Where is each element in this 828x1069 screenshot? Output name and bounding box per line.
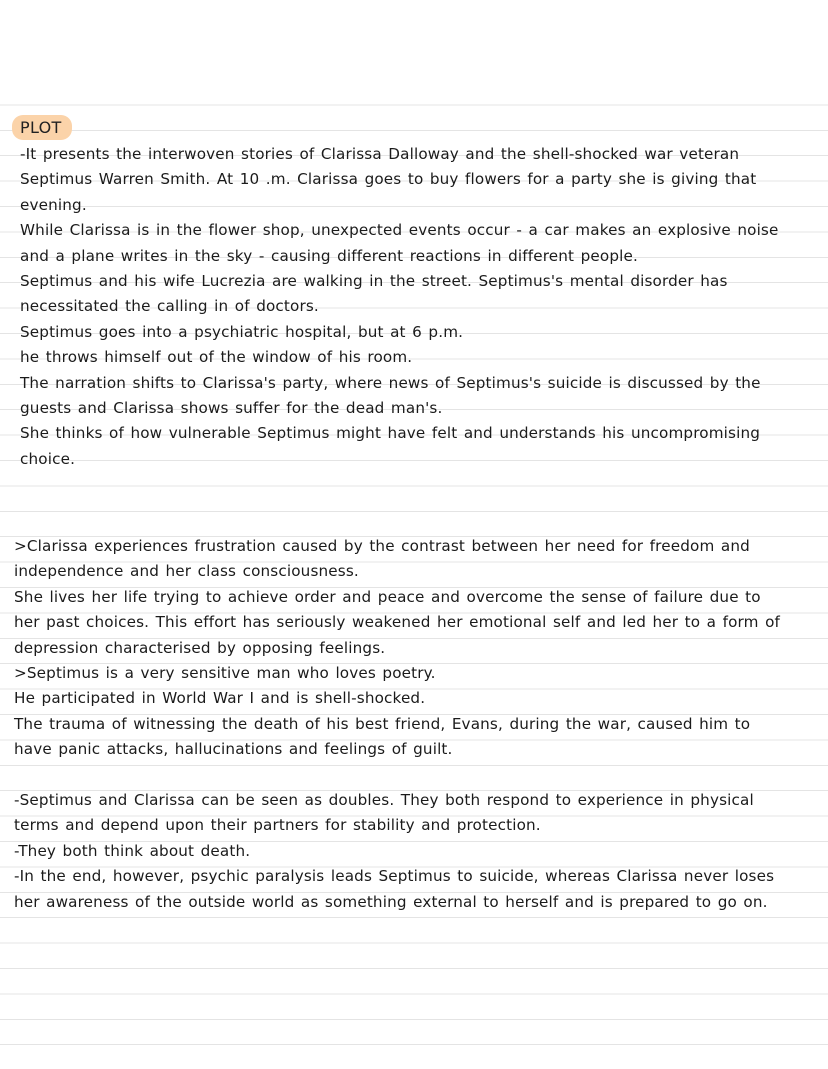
plot-line: Septimus Warren Smith. At 10 .m. Clarissa goes to buy flowers for a party she is giving that bbox=[20, 170, 757, 189]
doubles-line: her awareness of the outside world as something external to herself and is prepared to go on. bbox=[14, 892, 768, 911]
plot-line: -It presents the interwoven stories of Clarissa Dalloway and the shell-shocked war veteran bbox=[20, 145, 740, 163]
characters-line: >Clarissa experiences frustration caused by the contrast between her need for freedom and bbox=[14, 537, 750, 555]
plot-line: guests and Clarissa shows suffer for the dead man's. bbox=[20, 399, 443, 418]
plot-line: Septimus and his wife Lucrezia are walking in the street. Septimus's mental disorder has bbox=[20, 272, 728, 291]
characters-line: depression characterised by opposing feelings. bbox=[14, 638, 386, 657]
characters-line: have panic attacks, hallucinations and feelings of guilt. bbox=[14, 740, 453, 759]
characters-line: her past choices. This effort has seriously weakened her emotional self and led her to a form of bbox=[14, 613, 781, 632]
characters-notes bbox=[14, 534, 780, 763]
doubles-line: terms and depend upon their partners for stability and protection. bbox=[14, 816, 541, 835]
plot-line: and a plane writes in the sky - causing different reactions in different people. bbox=[20, 246, 638, 265]
plot-line: She thinks of how vulnerable Septimus might have felt and understands his uncompromising bbox=[20, 424, 761, 443]
plot-line: he throws himself out of the window of his room. bbox=[20, 348, 413, 367]
doubles-line: -They both think about death. bbox=[14, 841, 251, 860]
plot-line: evening. bbox=[20, 195, 87, 214]
doubles-line: -In the end, however, psychic paralysis leads Septimus to suicide, whereas Clarissa never loses bbox=[14, 867, 775, 886]
doubles-notes bbox=[14, 788, 774, 915]
characters-line: independence and her class consciousness. bbox=[14, 562, 359, 581]
characters-line: The trauma of witnessing the death of his best friend, Evans, during the war, caused him to bbox=[14, 714, 751, 733]
plot-summary bbox=[20, 142, 779, 472]
plot-heading: PLOT bbox=[12, 115, 72, 140]
doubles-line: -Septimus and Clarissa can be seen as doubles. They both respond to experience in physical bbox=[14, 791, 754, 809]
characters-line: She lives her life trying to achieve order and peace and overcome the sense of failure due to bbox=[14, 587, 761, 606]
characters-line: >Septimus is a very sensitive man who loves poetry. bbox=[14, 664, 436, 683]
plot-line: The narration shifts to Clarissa's party, where news of Septimus's suicide is discussed by the bbox=[20, 373, 761, 392]
plot-line: choice. bbox=[20, 449, 76, 468]
characters-line: He participated in World War I and is shell-shocked. bbox=[14, 689, 426, 708]
plot-line: Septimus goes into a psychiatric hospital, but at 6 p.m. bbox=[20, 322, 464, 341]
plot-line: necessitated the calling in of doctors. bbox=[20, 297, 319, 316]
plot-line: While Clarissa is in the flower shop, unexpected events occur - a car makes an explosive noise bbox=[20, 221, 779, 240]
